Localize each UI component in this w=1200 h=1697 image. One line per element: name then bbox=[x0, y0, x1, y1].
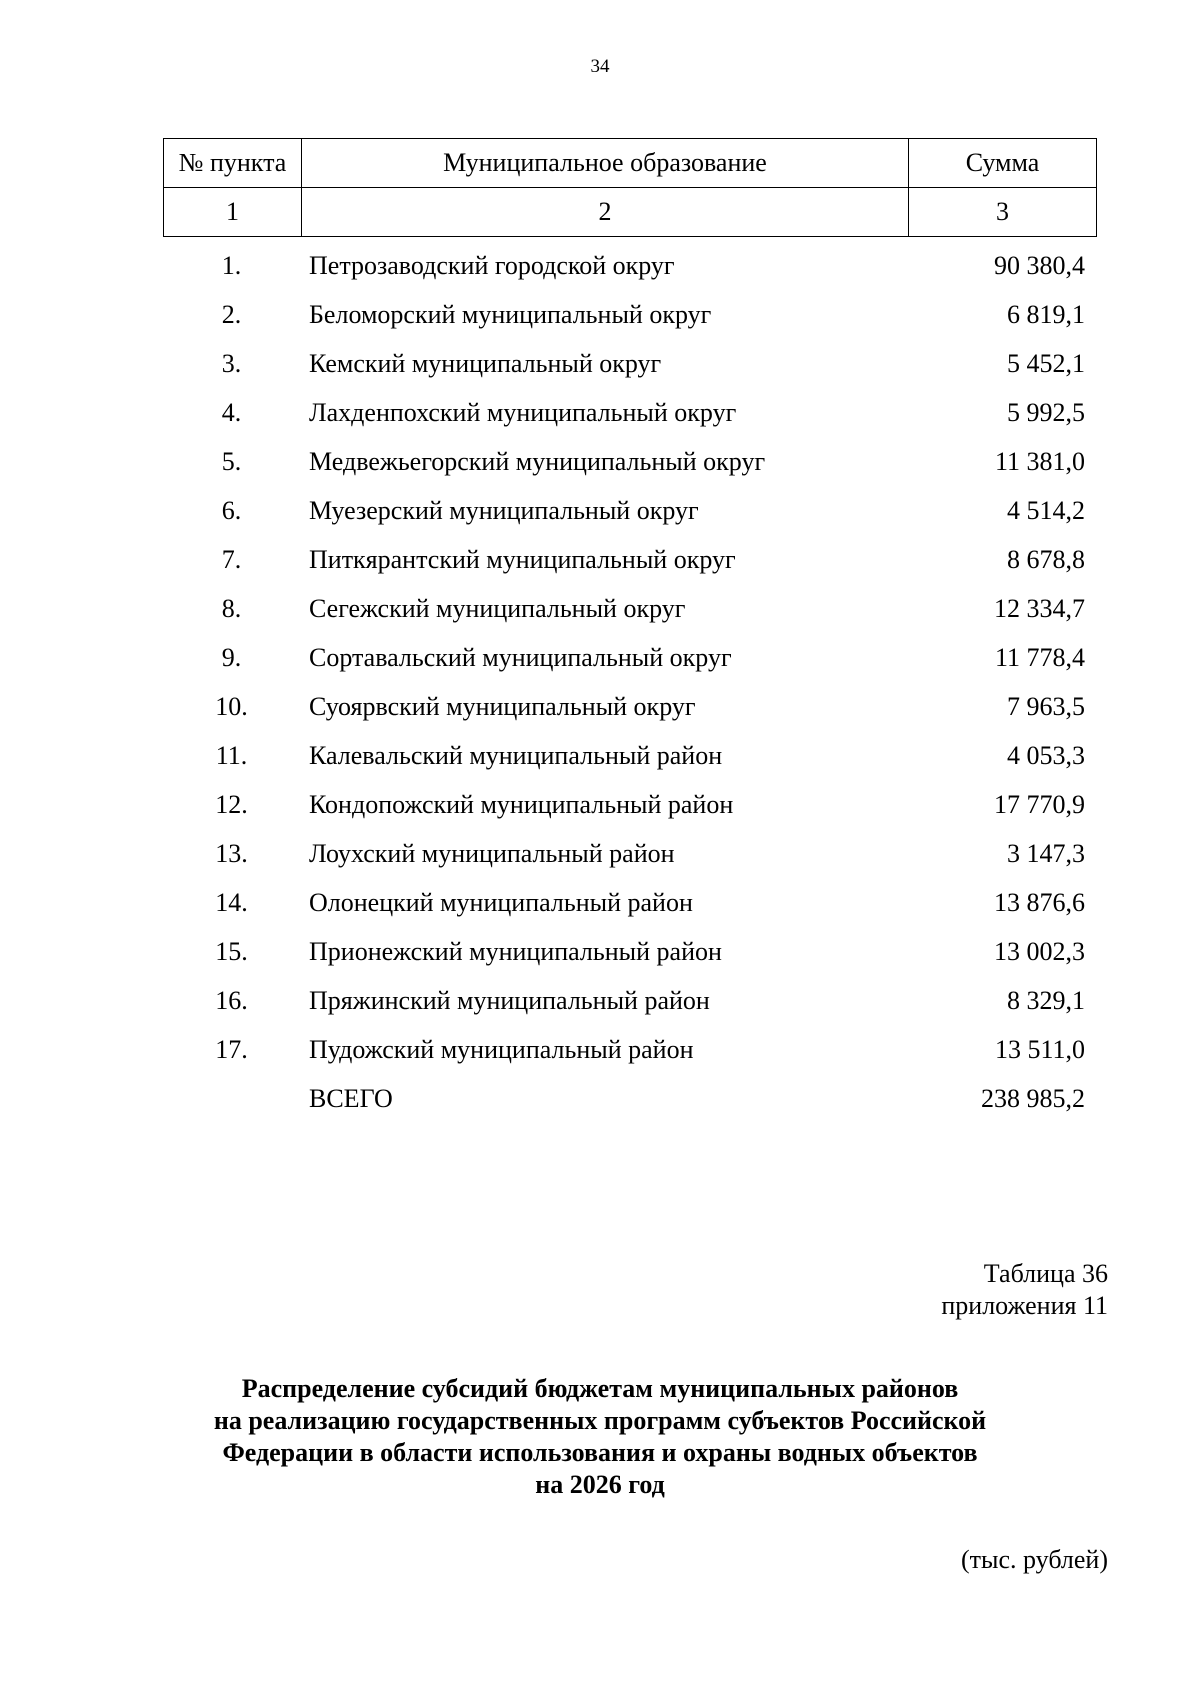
column-number-1: 1 bbox=[164, 188, 302, 237]
row-sum: 8 678,8 bbox=[1007, 544, 1085, 574]
table-row bbox=[163, 388, 1093, 437]
row-municipality: Лоухский муниципальный район bbox=[309, 838, 675, 868]
table-ref-appendix: приложения 11 bbox=[941, 1291, 1108, 1320]
row-number: 7. bbox=[221, 544, 242, 574]
total-label: ВСЕГО bbox=[309, 1083, 393, 1113]
row-number: 4. bbox=[221, 397, 242, 427]
row-municipality: Суоярвский муниципальный округ bbox=[309, 691, 696, 721]
total-sum: 238 985,2 bbox=[981, 1083, 1085, 1113]
row-number: 16. bbox=[215, 985, 248, 1015]
table-row bbox=[163, 290, 1093, 339]
table-ref-number: Таблица 36 bbox=[983, 1259, 1108, 1288]
header-item-number: № пункта bbox=[164, 139, 302, 188]
table-row bbox=[163, 731, 1093, 780]
table-row bbox=[163, 927, 1093, 976]
table-row bbox=[163, 437, 1093, 486]
row-municipality: Лахденпохский муниципальный округ bbox=[309, 397, 737, 427]
table-row bbox=[163, 241, 1093, 290]
header-municipality: Муниципальное образование bbox=[302, 139, 909, 188]
row-sum: 13 002,3 bbox=[994, 936, 1085, 966]
row-number: 5. bbox=[221, 446, 242, 476]
section-title-line: на 2026 год bbox=[535, 1470, 665, 1499]
row-municipality: Петрозаводский городской округ bbox=[309, 250, 675, 280]
row-municipality: Сортавальский муниципальный округ bbox=[309, 642, 732, 672]
row-municipality: Муезерский муниципальный округ bbox=[309, 495, 699, 525]
table-row bbox=[163, 535, 1093, 584]
header-numbering-row bbox=[164, 188, 1097, 237]
row-sum: 17 770,9 bbox=[994, 789, 1085, 819]
row-sum: 11 778,4 bbox=[994, 642, 1085, 672]
row-municipality: Прионежский муниципальный район bbox=[309, 936, 722, 966]
row-municipality: Кондопожский муниципальный район bbox=[309, 789, 734, 819]
column-number-3: 3 bbox=[909, 188, 1097, 237]
section-title-line: на реализацию государственных программ субъектов Российской bbox=[213, 1406, 987, 1435]
section-title-line: Распределение субсидий бюджетам муниципальных районов bbox=[241, 1374, 959, 1403]
row-number: 6. bbox=[221, 495, 242, 525]
row-number: 12. bbox=[215, 789, 248, 819]
table-row bbox=[163, 633, 1093, 682]
header-sum: Сумма bbox=[909, 139, 1097, 188]
row-municipality: Беломорский муниципальный округ bbox=[309, 299, 712, 329]
table-row bbox=[163, 976, 1093, 1025]
row-number: 3. bbox=[221, 348, 242, 378]
table-row bbox=[163, 829, 1093, 878]
page-number: 34 bbox=[590, 56, 610, 77]
allocation-table bbox=[163, 138, 1093, 1123]
row-number: 2. bbox=[221, 299, 242, 329]
row-sum: 5 992,5 bbox=[1007, 397, 1085, 427]
header-row bbox=[164, 139, 1097, 188]
table-row bbox=[163, 878, 1093, 927]
column-number-2: 2 bbox=[302, 188, 909, 237]
row-number: 14. bbox=[215, 887, 248, 917]
section-title bbox=[150, 1373, 1050, 1501]
table-row bbox=[163, 1025, 1093, 1074]
row-sum: 13 876,6 bbox=[994, 887, 1085, 917]
row-sum: 4 514,2 bbox=[1007, 495, 1085, 525]
section-title-line: Федерации в области использования и охраны водных объектов bbox=[222, 1438, 978, 1467]
row-number: 11. bbox=[215, 740, 248, 770]
row-number: 17. bbox=[215, 1034, 248, 1064]
units-label: (тыс. рублей) bbox=[960, 1545, 1108, 1574]
row-number: 10. bbox=[215, 691, 248, 721]
table-row bbox=[163, 339, 1093, 388]
table-row bbox=[163, 486, 1093, 535]
row-number: 15. bbox=[215, 936, 248, 966]
table-body bbox=[163, 241, 1093, 1123]
row-sum: 7 963,5 bbox=[1007, 691, 1085, 721]
row-municipality: Питкярантский муниципальный округ bbox=[309, 544, 736, 574]
row-number: 13. bbox=[215, 838, 248, 868]
row-number: 1. bbox=[221, 250, 242, 280]
row-sum: 12 334,7 bbox=[994, 593, 1085, 623]
row-municipality: Пряжинский муниципальный район bbox=[309, 985, 710, 1015]
row-sum: 11 381,0 bbox=[994, 446, 1085, 476]
table-reference bbox=[941, 1258, 1108, 1322]
row-number: 8. bbox=[221, 593, 242, 623]
row-sum: 8 329,1 bbox=[1007, 985, 1085, 1015]
table-row bbox=[163, 780, 1093, 829]
row-sum: 6 819,1 bbox=[1007, 299, 1085, 329]
row-sum: 4 053,3 bbox=[1007, 740, 1085, 770]
row-municipality: Калевальский муниципальный район bbox=[309, 740, 723, 770]
row-sum: 13 511,0 bbox=[994, 1034, 1085, 1064]
row-sum: 3 147,3 bbox=[1007, 838, 1085, 868]
row-municipality: Сегежский муниципальный округ bbox=[309, 593, 686, 623]
total-row bbox=[163, 1074, 1093, 1123]
row-sum: 90 380,4 bbox=[994, 250, 1085, 280]
row-municipality: Олонецкий муниципальный район bbox=[309, 887, 693, 917]
row-municipality: Медвежьегорский муниципальный округ bbox=[309, 446, 766, 476]
table-row bbox=[163, 682, 1093, 731]
row-number: 9. bbox=[221, 642, 242, 672]
row-sum: 5 452,1 bbox=[1007, 348, 1085, 378]
row-municipality: Кемский муниципальный округ bbox=[309, 348, 662, 378]
table-row bbox=[163, 584, 1093, 633]
table-header bbox=[163, 138, 1097, 237]
row-municipality: Пудожский муниципальный район bbox=[309, 1034, 694, 1064]
